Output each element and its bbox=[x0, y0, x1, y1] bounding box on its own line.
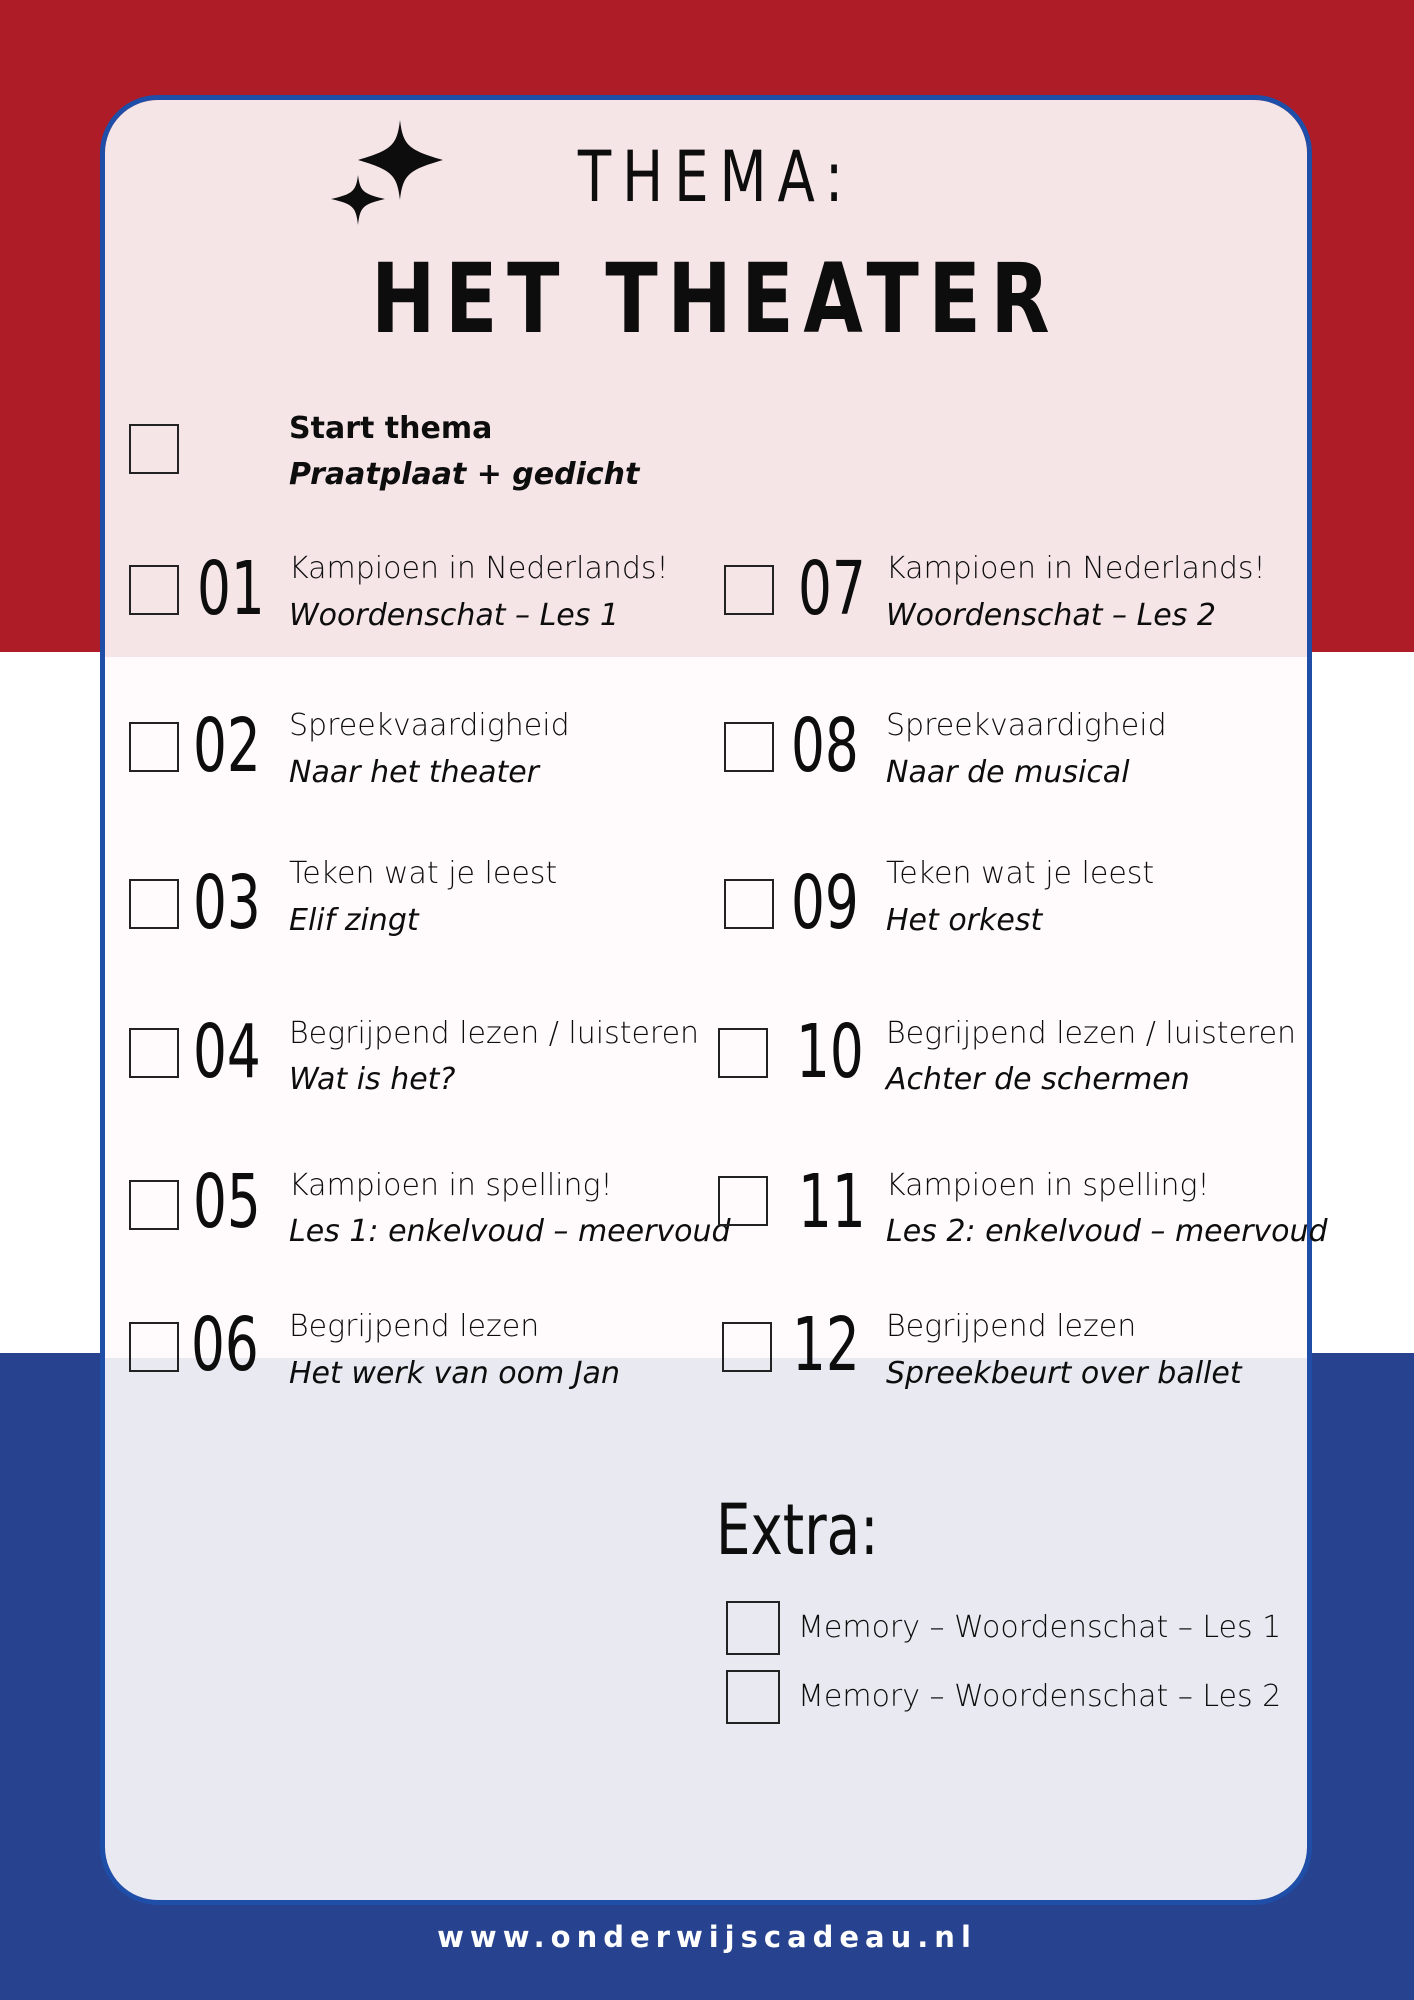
lesson-subtitle: Elif zingt bbox=[289, 903, 419, 938]
lesson-checkbox-03[interactable] bbox=[129, 879, 179, 929]
lesson-checkbox-04[interactable] bbox=[129, 1028, 179, 1078]
lesson-number: 11 bbox=[798, 1159, 866, 1245]
extra-checkbox-2[interactable] bbox=[726, 1670, 780, 1724]
lesson-subtitle: Wat is het? bbox=[289, 1062, 456, 1097]
lesson-checkbox-12[interactable] bbox=[722, 1322, 772, 1372]
lesson-title: Spreekvaardigheid bbox=[886, 708, 1167, 743]
lesson-title: Teken wat je leest bbox=[289, 856, 558, 891]
lesson-number: 12 bbox=[792, 1302, 860, 1388]
lesson-number: 04 bbox=[193, 1009, 261, 1095]
lesson-title: Spreekvaardigheid bbox=[289, 708, 570, 743]
lesson-subtitle: Les 2: enkelvoud – meervoud bbox=[886, 1214, 1328, 1249]
lesson-title: Kampioen in Nederlands! bbox=[289, 551, 669, 586]
lesson-subtitle: Het orkest bbox=[886, 903, 1043, 938]
extra-checkbox-1[interactable] bbox=[726, 1601, 780, 1655]
lesson-title: Kampioen in spelling! bbox=[886, 1168, 1210, 1203]
lesson-title: Begrijpend lezen / luisteren bbox=[289, 1016, 700, 1051]
lesson-checkbox-05[interactable] bbox=[129, 1180, 179, 1230]
lesson-subtitle: Naar het theater bbox=[289, 755, 540, 790]
lesson-title: Begrijpend lezen bbox=[289, 1309, 540, 1344]
lesson-number: 01 bbox=[197, 546, 265, 632]
lesson-subtitle: Spreekbeurt over ballet bbox=[886, 1356, 1242, 1391]
start-checkbox[interactable] bbox=[129, 424, 179, 474]
lesson-subtitle: Naar de musical bbox=[886, 755, 1130, 790]
lesson-title: Begrijpend lezen bbox=[886, 1309, 1137, 1344]
lesson-checkbox-11[interactable] bbox=[718, 1176, 768, 1226]
lesson-checkbox-06[interactable] bbox=[129, 1322, 179, 1372]
lesson-checkbox-01[interactable] bbox=[129, 565, 179, 615]
extra-item-label: Memory – Woordenschat – Les 1 bbox=[798, 1610, 1282, 1645]
footer-url[interactable]: www.onderwijscadeau.nl bbox=[437, 1920, 977, 1954]
lesson-subtitle: Woordenschat – Les 2 bbox=[886, 598, 1216, 633]
lesson-title: Kampioen in spelling! bbox=[289, 1168, 613, 1203]
lesson-number: 02 bbox=[193, 703, 261, 789]
lesson-checkbox-08[interactable] bbox=[724, 722, 774, 772]
lesson-number: 08 bbox=[791, 703, 859, 789]
lesson-number: 09 bbox=[791, 860, 859, 946]
start-subtitle: Praatplaat + gedicht bbox=[289, 457, 640, 492]
lesson-title: Kampioen in Nederlands! bbox=[886, 551, 1266, 586]
lesson-subtitle: Het werk van oom Jan bbox=[289, 1356, 620, 1391]
lesson-checkbox-02[interactable] bbox=[129, 722, 179, 772]
page-title: HET THEATER bbox=[371, 243, 1060, 355]
lesson-number: 07 bbox=[798, 546, 866, 632]
extra-item-label: Memory – Woordenschat – Les 2 bbox=[798, 1679, 1282, 1714]
lesson-title: Begrijpend lezen / luisteren bbox=[886, 1016, 1297, 1051]
lesson-checkbox-10[interactable] bbox=[718, 1028, 768, 1078]
start-title: Start thema bbox=[289, 411, 493, 446]
extra-heading: Extra: bbox=[716, 1489, 879, 1571]
lesson-subtitle: Les 1: enkelvoud – meervoud bbox=[289, 1214, 731, 1249]
theme-label: THEMA: bbox=[577, 136, 855, 218]
lesson-number: 10 bbox=[796, 1009, 864, 1095]
lesson-number: 03 bbox=[193, 860, 261, 946]
lesson-number: 06 bbox=[191, 1302, 259, 1388]
lesson-title: Teken wat je leest bbox=[886, 856, 1155, 891]
lesson-subtitle: Achter de schermen bbox=[886, 1062, 1190, 1097]
lesson-checkbox-09[interactable] bbox=[724, 879, 774, 929]
lesson-checkbox-07[interactable] bbox=[724, 565, 774, 615]
lesson-number: 05 bbox=[193, 1159, 261, 1245]
lesson-subtitle: Woordenschat – Les 1 bbox=[289, 598, 619, 633]
